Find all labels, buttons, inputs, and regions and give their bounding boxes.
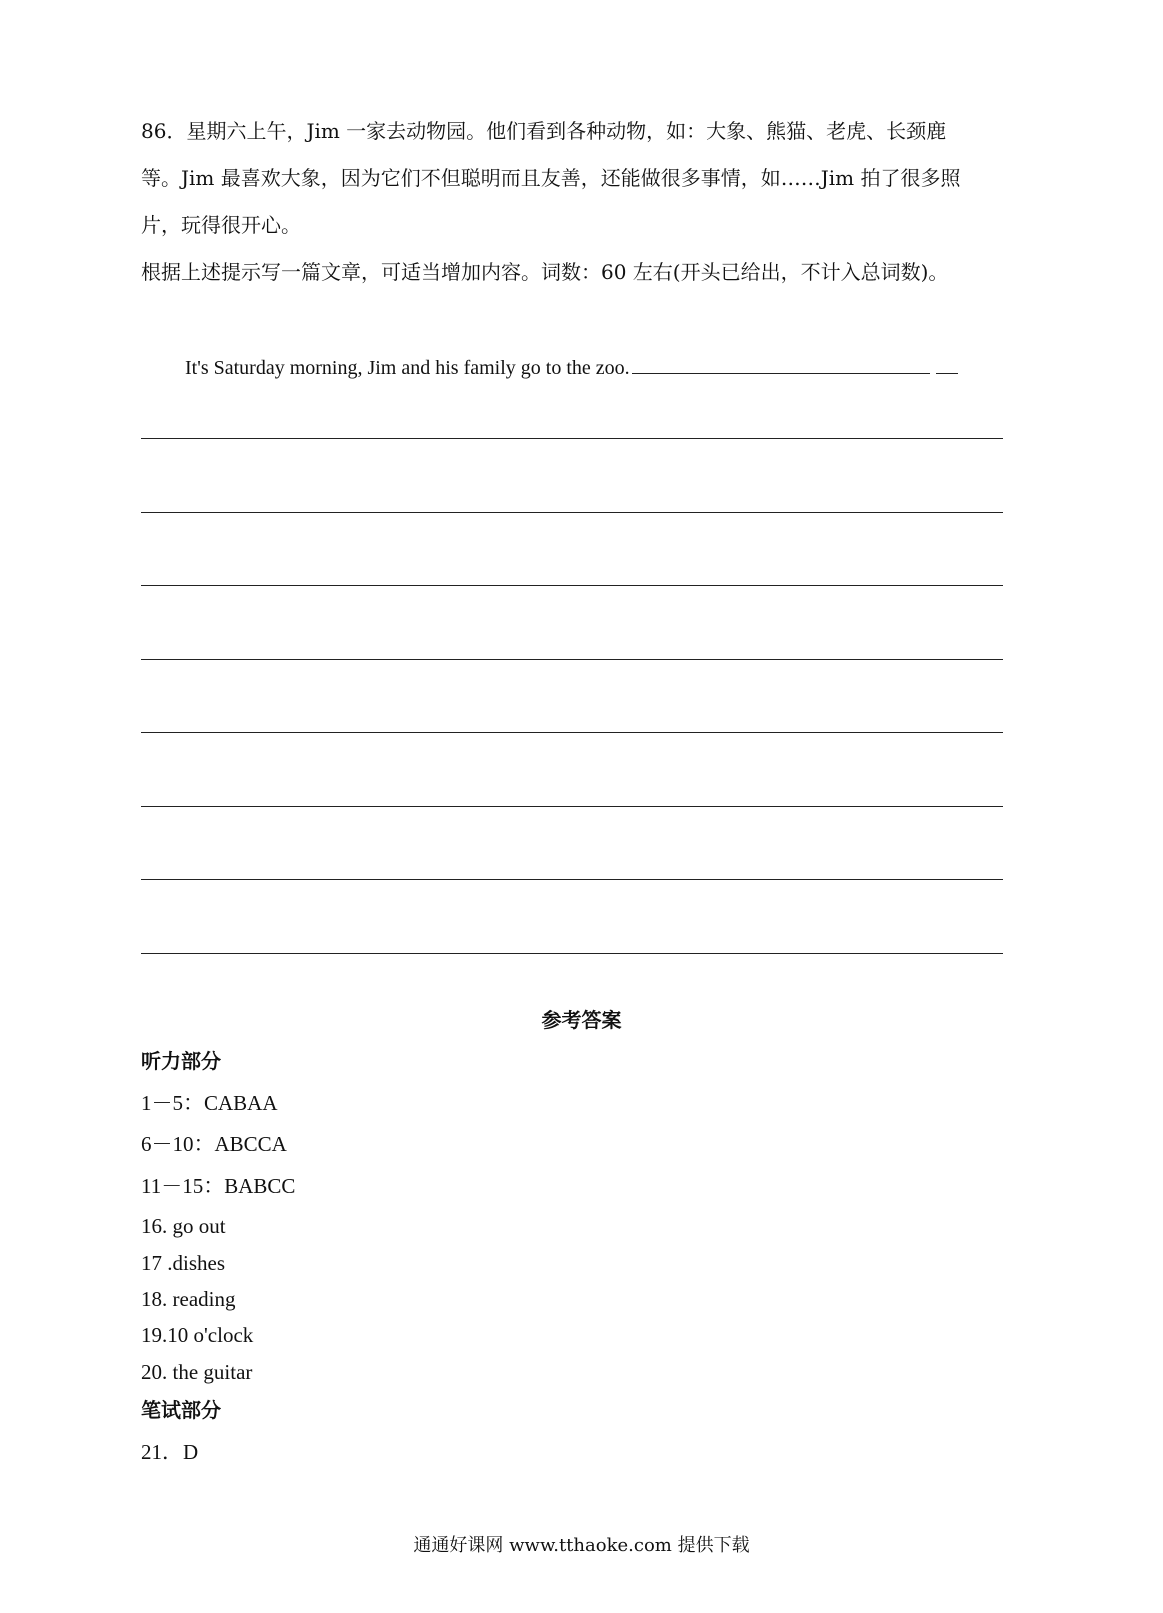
writing-line[interactable] (141, 732, 1003, 733)
answer-item: 11－15：BABCC (141, 1174, 296, 1198)
answer-item: 21．D (141, 1440, 199, 1464)
answer-item: 20. the guitar (141, 1360, 253, 1384)
writing-line[interactable] (141, 953, 1003, 954)
writing-line[interactable] (141, 659, 1003, 660)
answer-item: 17 .dishes (141, 1251, 225, 1275)
written-heading: 笔试部分 (141, 1398, 221, 1422)
writing-line[interactable] (141, 806, 1003, 807)
opening-sentence-line (185, 355, 958, 380)
listening-heading: 听力部分 (141, 1049, 221, 1073)
question-line-1: 86．星期六上午，Jim 一家去动物园。他们看到各种动物，如：大象、熊猫、老虎、长颈鹿 (141, 119, 947, 143)
question-instruction: 根据上述提示写一篇文章，可适当增加内容。词数：60 左右(开头已给出，不计入总词数)。 (141, 260, 949, 284)
answer-blank-short[interactable] (936, 355, 958, 374)
page-footer: 通通好课网 www.tthaoke.com 提供下载 (413, 1535, 750, 1556)
answer-item: 16. go out (141, 1214, 226, 1238)
answer-item: 19.10 o'clock (141, 1323, 254, 1347)
question-line-3: 片，玩得很开心。 (141, 213, 301, 237)
writing-line[interactable] (141, 438, 1003, 439)
answer-item: 1－5：CABAA (141, 1091, 278, 1115)
answer-blank[interactable] (632, 355, 930, 374)
opening-sentence: It's Saturday morning, Jim and his family go to the zoo. (185, 357, 630, 379)
answer-item: 6－10：ABCCA (141, 1132, 287, 1156)
writing-line[interactable] (141, 879, 1003, 880)
question-line-2: 等。Jim 最喜欢大象，因为它们不但聪明而且友善，还能做很多事情，如……Jim 拍了很多照 (141, 166, 961, 190)
answers-title: 参考答案 (541, 1008, 622, 1032)
answer-item: 18. reading (141, 1287, 236, 1311)
writing-line[interactable] (141, 512, 1003, 513)
writing-line[interactable] (141, 585, 1003, 586)
